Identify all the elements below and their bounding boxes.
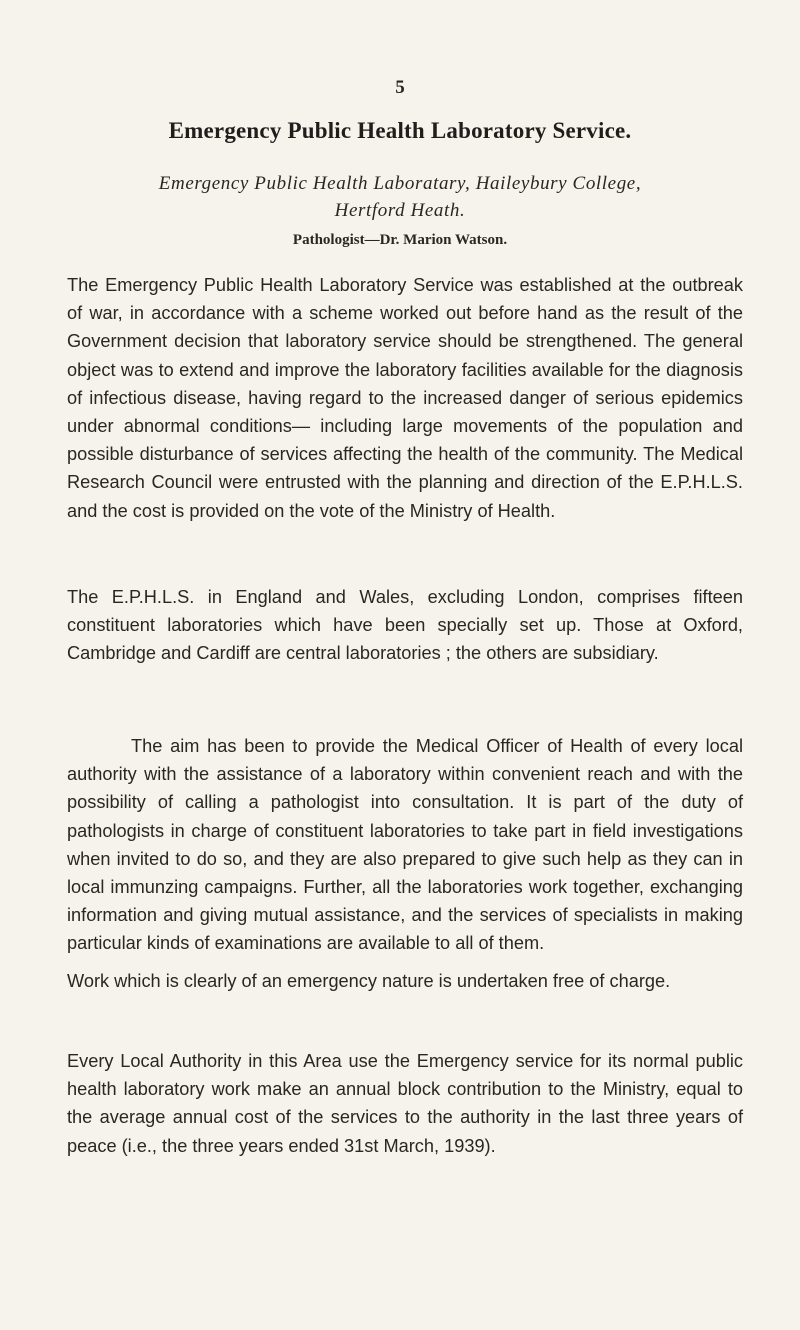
paragraph-establishment <box>67 271 743 525</box>
paragraph-aim <box>67 732 743 958</box>
paragraph-text: The E.P.H.L.S. in England and Wales, excluding London, comprises fifteen constituent laboratories which have been specially set up. Those at Oxford, Cambridge and Cardiff are central laboratories ; the others are subsidiary. <box>67 587 743 664</box>
paragraph-block-contribution <box>67 1047 743 1160</box>
page-number: 5 <box>395 77 405 98</box>
laboratory-address <box>100 170 700 224</box>
paragraph-text: Every Local Authority in this Area use the Emergency service for its normal public health laboratory work make an annual block contribution to the Ministry, equal to the average annual cost of the services to the authority in the last three years of peace (i.e., the three years ended 31st March, 1939). <box>67 1051 743 1156</box>
pathologist-credit: Pathologist—Dr. Marion Watson. <box>292 232 508 248</box>
paragraph-text: The Emergency Public Health Laboratory Service was established at the outbreak of war, in accordance with a scheme worked out before hand as the result of the Government decision that laboratory service should be strengthened. The general object was to extend and improve the laboratory facilities available for the diagnosis of infectious disease, having regard to the increased danger of serious epidemics under abnormal conditions— including large movements of the population and possible disturbance of services affecting the health of the community. The Medical Research Council were entrusted with the planning and direction of the E.P.H.L.S. and the cost is provided on the vote of the Ministry of Health. <box>67 275 743 521</box>
paragraph-text: The aim has been to provide the Medical Officer of Health of every local authority with the assistance of a laboratory within convenient reach and with the possibility of calling a pathologist into consultation. It is part of the duty of pathologists in charge of constituent laboratories to take part in field investigations when invited to do so, and they are also prepared to give such help as they can in local immunzing campaigns. Further, all the laboratories work together, exchanging information and giving mutual assistance, and the services of specialists in making particular kinds of examinations are available to all of them. <box>67 736 743 954</box>
laboratory-name-line: Emergency Public Health Laboratary, Haileybury College, <box>158 173 642 194</box>
paragraph-constituent-laboratories <box>67 583 743 668</box>
paragraph-free-of-charge <box>67 967 743 995</box>
page-title: Emergency Public Health Laboratory Service. <box>168 118 632 143</box>
paragraph-text: Work which is clearly of an emergency nature is undertaken free of charge. <box>67 971 671 991</box>
laboratory-location-line: Hertford Heath. <box>334 200 466 221</box>
